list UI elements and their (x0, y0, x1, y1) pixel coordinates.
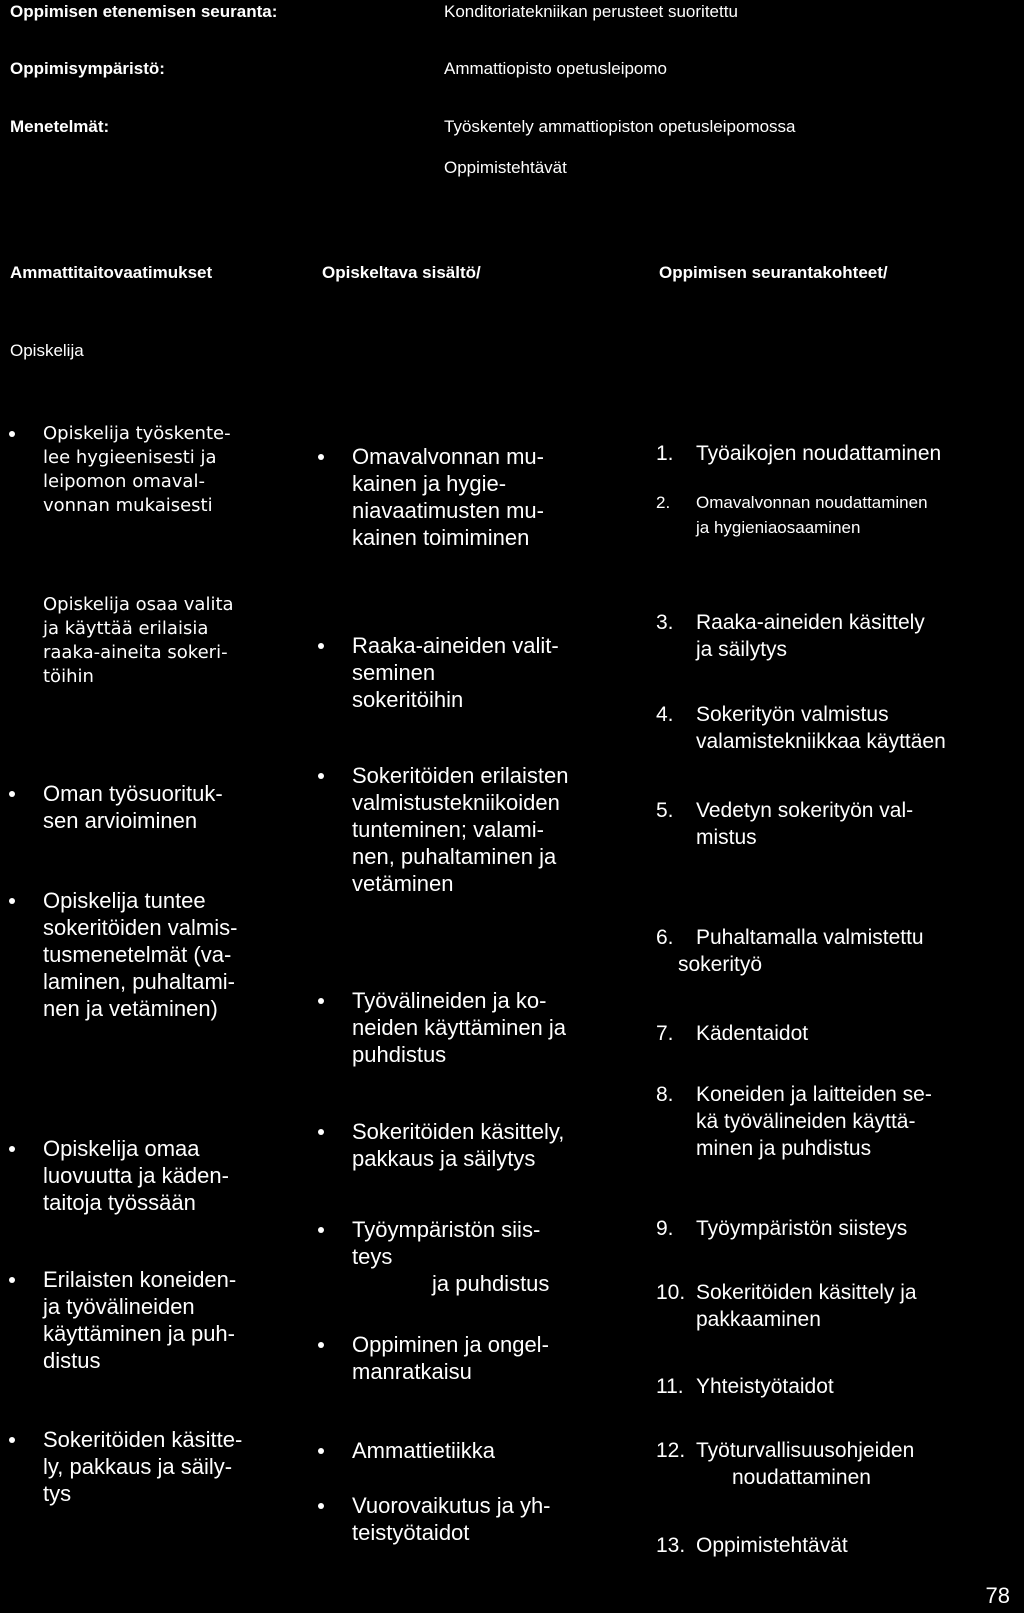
bullet-icon (9, 1437, 15, 1443)
content-line: tunteminen; valami- (352, 817, 544, 842)
requirement-line: sen arvioiminen (43, 808, 198, 833)
bullet-icon (318, 998, 324, 1004)
bullet-icon (318, 454, 324, 460)
content-line: kainen toimiminen (352, 525, 530, 550)
header-value-environment: Ammattiopisto opetusleipomo (444, 59, 668, 78)
item-number: 12. (656, 1439, 686, 1462)
requirement-line: Opiskelija työskente- (43, 423, 231, 444)
column-header-content: Opiskeltava sisältö/ (322, 263, 481, 282)
item-number: 11. (656, 1375, 684, 1398)
content-line: puhdistus (352, 1042, 447, 1067)
item-number: 7. (656, 1022, 674, 1045)
assessment-line: Koneiden ja laitteiden se- (696, 1083, 932, 1106)
content-line: Oppiminen ja ongel- (352, 1332, 549, 1357)
requirement-line: käyttäminen ja puh- (43, 1321, 235, 1346)
header-value-methods-extra: Oppimistehtävät (444, 158, 567, 177)
bullet-icon (318, 1342, 324, 1348)
requirement-line: ly, pakkaus ja säily- (43, 1454, 233, 1479)
item-number: 5. (656, 799, 674, 822)
requirement-line: Sokeritöiden käsitte- (43, 1427, 243, 1452)
bullet-icon (318, 643, 324, 649)
bullet-icon (318, 1503, 324, 1509)
header-label-progress: Oppimisen etenemisen seuranta: (10, 2, 278, 21)
content-line: teistyötaidot (352, 1520, 470, 1545)
requirement-line: vonnan mukaisesti (43, 495, 213, 516)
bullet-icon (9, 791, 15, 797)
header-value-methods: Työskentely ammattiopiston opetusleipomossa (444, 117, 796, 136)
header-label-methods: Menetelmät: (10, 117, 110, 136)
requirement-line: ja työvälineiden (43, 1294, 195, 1319)
column-header-requirements: Ammattitaitovaatimukset (10, 263, 213, 282)
item-number: 8. (656, 1083, 674, 1106)
assessment-line: Työaikojen noudattaminen (696, 442, 942, 465)
item-number: 3. (656, 611, 674, 634)
requirement-line: distus (43, 1348, 101, 1373)
requirement-line: Oman työsuorituk- (43, 781, 223, 806)
item-number: 9. (656, 1217, 674, 1240)
bullet-icon (318, 1129, 324, 1135)
item-number: 1. (656, 442, 674, 465)
content-line: Työvälineiden ja ko- (352, 988, 547, 1013)
content-line: Omavalvonnan mu- (352, 444, 544, 469)
content-line: Työympäristön siis- (352, 1217, 541, 1242)
assessment-line: ja säilytys (696, 638, 788, 661)
requirement-line: Erilaisten koneiden- (43, 1267, 237, 1292)
content-line: sokeritöihin (352, 687, 464, 712)
content-line: Vuorovaikutus ja yh- (352, 1493, 551, 1518)
requirement-line: sokeritöiden valmis- (43, 915, 238, 940)
assessment-line: Yhteistyötaidot (696, 1375, 834, 1398)
assessment-line: Vedetyn sokerityön val- (696, 799, 914, 822)
assessment-line: Omavalvonnan noudattaminen (696, 493, 928, 512)
assessment-line: Työturvallisuusohjeiden (696, 1439, 915, 1462)
assessment-line: kä työvälineiden käyttä- (696, 1110, 916, 1133)
item-number: 6. (656, 926, 674, 949)
requirement-line: Opiskelija tuntee (43, 888, 206, 913)
requirement-line: luovuutta ja käden- (43, 1163, 229, 1188)
content-line: valmistustekniikoiden (352, 790, 560, 815)
assessment-line: Puhaltamalla valmistettu (696, 926, 924, 949)
assessment-line: Työympäristön siisteys (696, 1217, 908, 1240)
requirement-line: ja käyttää erilaisia (43, 618, 209, 639)
content-line: ja puhdistus (432, 1271, 550, 1296)
content-line: seminen (352, 660, 436, 685)
header-value-progress: Konditoriatekniikan perusteet suoritettu (444, 2, 738, 21)
assessment-line: noudattaminen (732, 1466, 871, 1489)
assessment-line: Kädentaidot (696, 1022, 809, 1045)
content-line: Sokeritöiden erilaisten (352, 763, 569, 788)
content-line: pakkaus ja säilytys (352, 1146, 536, 1171)
requirement-line: laminen, puhaltami- (43, 969, 235, 994)
content-line: vetäminen (352, 871, 454, 896)
content-line: manratkaisu (352, 1359, 472, 1384)
assessment-line: Sokeritöiden käsittely ja (696, 1281, 917, 1304)
bullet-icon (9, 431, 15, 437)
page-number: 78 (985, 1583, 1010, 1608)
bullet-icon (9, 1146, 15, 1152)
content-line: Raaka-aineiden valit- (352, 633, 559, 658)
assessment-line: ja hygieniaosaaminen (696, 518, 861, 537)
content-line: nen, puhaltaminen ja (352, 844, 557, 869)
requirement-line: tys (43, 1481, 72, 1506)
content-line: Sokeritöiden käsittely, (352, 1119, 565, 1144)
subject-label: Opiskelija (10, 341, 84, 360)
item-number: 13. (656, 1534, 686, 1557)
column-header-assessment: Oppimisen seurantakohteet/ (659, 263, 888, 282)
requirement-line: taitoja työssään (43, 1190, 196, 1215)
requirement-line: leipomon omaval- (43, 471, 205, 492)
item-number: 4. (656, 703, 674, 726)
header-label-environment: Oppimisympäristö: (10, 59, 165, 78)
assessment-line: pakkaaminen (696, 1308, 821, 1331)
assessment-line: minen ja puhdistus (696, 1137, 872, 1160)
bullet-icon (9, 898, 15, 904)
requirement-line: Opiskelija omaa (43, 1136, 200, 1161)
requirement-line: nen ja vetäminen) (43, 996, 218, 1021)
content-line: niavaatimusten mu- (352, 498, 544, 523)
content-line: Ammattietiikka (352, 1438, 496, 1463)
bullet-icon (9, 1277, 15, 1283)
item-number: 10. (656, 1281, 686, 1304)
requirement-line: lee hygieenisesti ja (43, 447, 217, 468)
bullet-icon (318, 1227, 324, 1233)
bullet-icon (318, 1448, 324, 1454)
content-line: neiden käyttäminen ja (352, 1015, 567, 1040)
assessment-line: Raaka-aineiden käsittely (696, 611, 925, 634)
assessment-line: Sokerityön valmistus (696, 703, 889, 726)
content-line: kainen ja hygie- (352, 471, 507, 496)
item-number: 2. (656, 493, 671, 512)
requirement-line: Opiskelija osaa valita (43, 594, 234, 615)
requirement-line: tusmenetelmät (va- (43, 942, 232, 967)
assessment-line: valamistekniikkaa käyttäen (696, 730, 946, 753)
requirement-line: raaka-aineita sokeri- (43, 642, 228, 663)
assessment-line: sokerityö (678, 953, 763, 976)
bullet-icon (318, 773, 324, 779)
content-line: teys (352, 1244, 393, 1269)
assessment-line: mistus (696, 826, 757, 849)
requirement-line: töihin (43, 666, 94, 687)
assessment-line: Oppimistehtävät (696, 1534, 848, 1557)
